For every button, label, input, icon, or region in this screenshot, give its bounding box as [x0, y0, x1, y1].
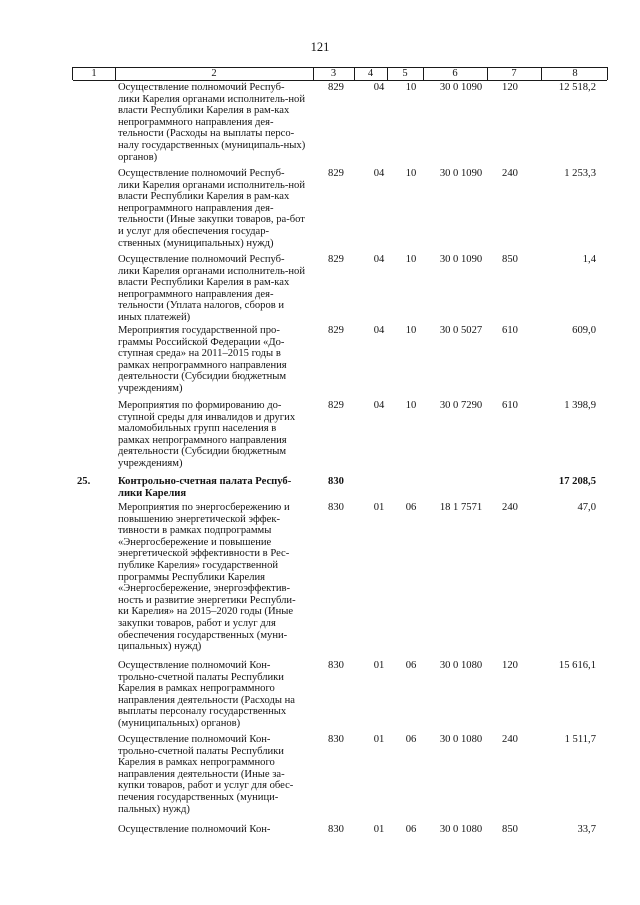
row-amount: 609,0	[572, 325, 596, 336]
row-section: 04	[373, 400, 385, 411]
header-col-7: 7	[511, 68, 517, 79]
row-expense-type: 850	[502, 254, 518, 265]
row-description: Осуществление полномочий Кон-трольно-счетной палаты Республики Карелия в рамках непрограммного направления деятельности (Иные за-купки товаров, работ и услуг для обес-печения государственных (муници-пальных) нужд)	[118, 734, 294, 815]
row-amount: 33,7	[577, 824, 596, 835]
header-col-1: 1	[91, 68, 97, 79]
row-target-article: 30 0 1080	[439, 660, 483, 671]
row-ministry-code: 829	[328, 254, 344, 265]
row-amount: 12 518,2	[558, 82, 596, 93]
row-amount: 1 511,7	[564, 734, 596, 745]
row-subsection: 10	[405, 168, 417, 179]
row-description: Мероприятия по формированию до-ступной среды для инвалидов и других маломобильных групп населения в рамках непрограммного направления деятельности (Субсидии бюджетным учреждениям)	[118, 400, 296, 469]
row-section: 04	[373, 254, 385, 265]
row-target-article: 30 0 1080	[439, 824, 483, 835]
header-col-3: 3	[330, 68, 337, 79]
row-expense-type: 240	[502, 734, 518, 745]
row-ministry-code: 830	[328, 734, 344, 745]
row-number: 25.	[77, 476, 91, 487]
row-description: Осуществление полномочий Кон-трольно-счетной палаты Республики Карелия в рамках непрограммного направления деятельности (Расходы на выплаты персоналу государственных (муниципальных) органов)	[118, 660, 295, 729]
header-col-4: 4	[367, 68, 374, 79]
row-ministry-code: 830	[328, 660, 344, 671]
row-description: Осуществление полномочий Респуб-лики Карелия органами исполнитель-ной власти Республики Карелия в рам-ках непрограммного направления дея-тельности (Уплата налогов, сборов и иных платежей)	[118, 254, 305, 323]
row-target-article: 30 0 1090	[439, 254, 483, 265]
row-subsection: 10	[405, 82, 417, 93]
row-description: Осуществление полномочий Респуб-лики Карелия органами исполнитель-ной власти Республики Карелия в рам-ках непрограммного направления дея-тельности (Расходы на выплаты персо-налу государственных (муниципаль-ных) органов)	[118, 82, 306, 163]
row-subsection: 06	[405, 824, 417, 835]
row-expense-type: 120	[502, 660, 518, 671]
row-amount: 1 253,3	[564, 168, 596, 179]
header-col-2: 2	[211, 68, 217, 79]
row-amount: 15 616,1	[558, 660, 596, 671]
row-target-article: 30 0 1080	[439, 734, 483, 745]
header-bottom-rule	[73, 80, 607, 81]
row-expense-type: 610	[502, 325, 518, 336]
row-target-article: 18 1 7571	[439, 502, 483, 513]
header-col-6: 6	[452, 68, 458, 79]
row-subsection: 10	[405, 254, 417, 265]
row-amount: 47,0	[577, 502, 596, 513]
row-section: 04	[373, 82, 385, 93]
row-ministry-code: 830	[328, 824, 344, 835]
header-col-5: 5	[402, 68, 408, 79]
row-ministry-code: 830	[328, 502, 344, 513]
row-description: Контрольно-счетная палата Респуб-лики Карелия	[118, 476, 292, 499]
row-section: 01	[373, 502, 385, 513]
row-ministry-code: 830	[328, 476, 344, 487]
row-expense-type: 610	[502, 400, 518, 411]
row-target-article: 30 0 1090	[439, 82, 483, 93]
row-expense-type: 120	[502, 82, 518, 93]
page-number: 121	[310, 40, 330, 54]
row-description: Мероприятия по энергосбережению и повышению энергетической эффек-тивности в рамках подпрограммы «Энергосбережение и повышение энергетической эффективности в Рес-публике Карелия» государственной программы Республики Карелия «Энергосбережение, энергоэффектив-ность и развитие энергетики Республи-ки Карелия» на 2015–2020 годы (Иные закупки товаров, работ и услуг для обеспечения государственных (муни-ципальных) нужд)	[118, 502, 296, 653]
header-col-8: 8	[572, 68, 578, 79]
row-expense-type: 240	[502, 502, 518, 513]
row-amount: 17 208,5	[558, 476, 596, 487]
table-header	[72, 67, 608, 80]
row-expense-type: 850	[502, 824, 518, 835]
row-subsection: 06	[405, 660, 417, 671]
row-amount: 1,4	[582, 254, 596, 265]
row-expense-type: 240	[502, 168, 518, 179]
row-target-article: 30 0 7290	[439, 400, 483, 411]
row-section: 01	[373, 660, 385, 671]
row-ministry-code: 829	[328, 82, 344, 93]
row-subsection: 06	[405, 502, 417, 513]
row-section: 04	[373, 168, 385, 179]
row-section: 01	[373, 734, 385, 745]
row-description: Осуществление полномочий Респуб-лики Карелия органами исполнитель-ной власти Республики Карелия в рам-ках непрограммного направления дея-тельности (Иные закупки товаров, ра-бот и услуг для обеспечения государ-ственных (муниципальных) нужд)	[118, 168, 305, 249]
row-ministry-code: 829	[328, 400, 344, 411]
row-subsection: 06	[405, 734, 417, 745]
row-subsection: 10	[405, 325, 417, 336]
row-subsection: 10	[405, 400, 417, 411]
row-ministry-code: 829	[328, 168, 344, 179]
row-description: Мероприятия государственной про-граммы Российской Федерации «До-ступная среда» на 2011–2015 годы в рамках непрограммного направления деятельности (Субсидии бюджетным учреждениям)	[118, 325, 287, 394]
row-target-article: 30 0 5027	[439, 325, 483, 336]
row-section: 04	[373, 325, 385, 336]
row-description: Осуществление полномочий Кон-	[118, 824, 271, 835]
row-target-article: 30 0 1090	[439, 168, 483, 179]
row-section: 01	[373, 824, 385, 835]
row-amount: 1 398,9	[564, 400, 596, 411]
row-ministry-code: 829	[328, 325, 344, 336]
